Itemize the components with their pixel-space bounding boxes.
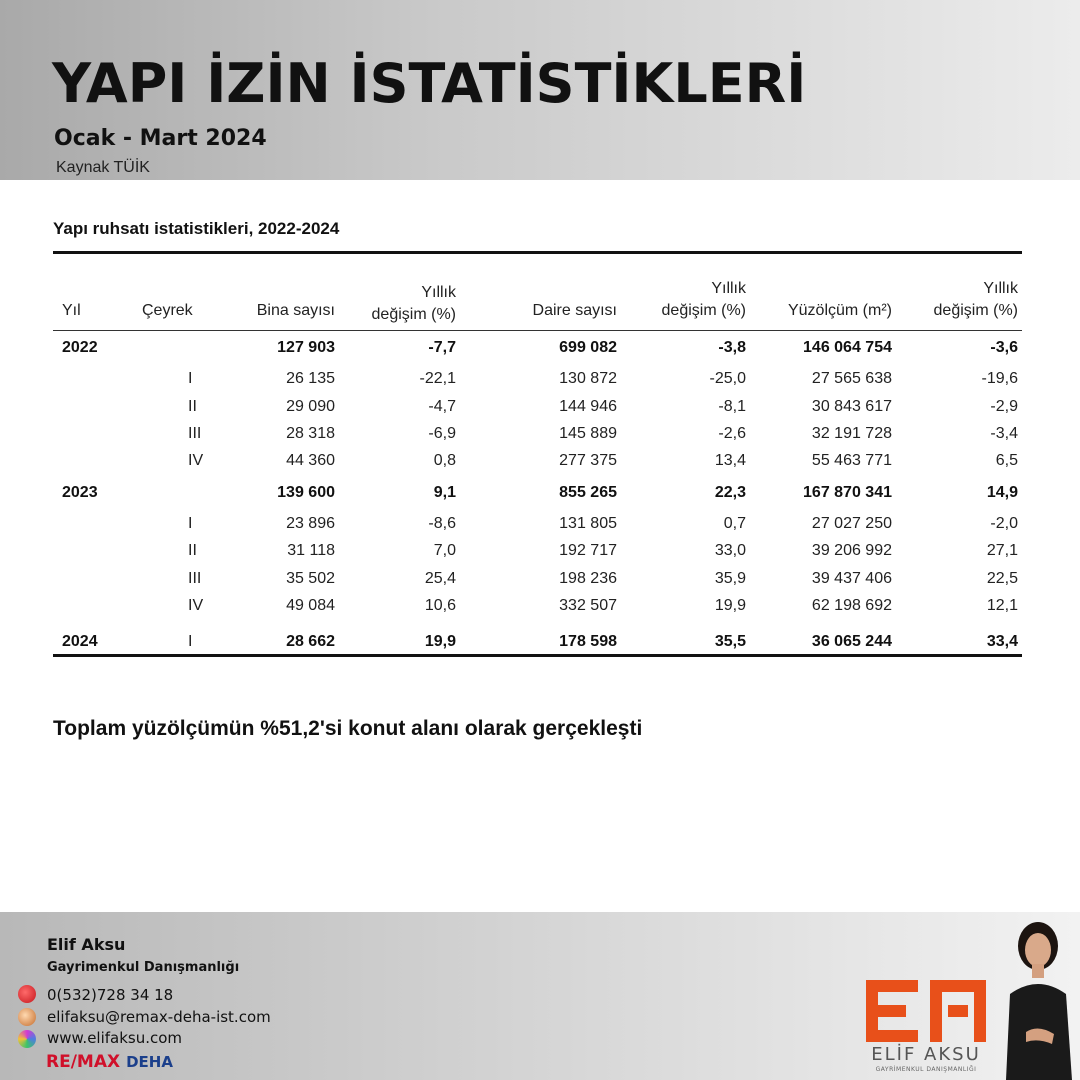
- cell-dwellings-change: -25,0: [709, 370, 746, 387]
- cell-dwellings-change: 22,3: [714, 484, 746, 501]
- agent-portrait: [996, 912, 1080, 1080]
- cell-area: 39 206 992: [811, 542, 892, 559]
- cell-quarter: I: [188, 633, 193, 650]
- phone-icon: [18, 985, 36, 1003]
- cell-buildings: 127 903: [277, 339, 335, 356]
- cell-area: 32 191 728: [811, 425, 892, 442]
- cell-buildings-change: -8,6: [428, 515, 456, 532]
- cell-dwellings: 198 236: [559, 570, 617, 587]
- cell-buildings: 23 896: [286, 515, 335, 532]
- cell-area-change: 22,5: [986, 570, 1018, 587]
- cell-area: 39 437 406: [811, 570, 892, 587]
- agent-name: Elif Aksu: [47, 935, 126, 954]
- cell-dwellings: 130 872: [559, 370, 617, 387]
- cell-area-change: -2,9: [990, 398, 1018, 415]
- cell-buildings: 139 600: [277, 484, 335, 501]
- cell-dwellings-change: 0,7: [723, 515, 746, 532]
- ea-logo-mark: [864, 978, 988, 1044]
- cell-dwellings-change: -3,8: [718, 339, 746, 356]
- table-bottom-rule: [53, 654, 1022, 657]
- cell-area: 146 064 754: [803, 339, 892, 356]
- cell-buildings: 26 135: [286, 370, 335, 387]
- cell-buildings-change: -7,7: [428, 339, 456, 356]
- cell-year: 2023: [62, 484, 98, 501]
- cell-area: 36 065 244: [811, 633, 892, 650]
- col-header-buildings: Bina sayısı: [256, 302, 335, 319]
- cell-area: 167 870 341: [803, 484, 892, 501]
- cell-year: 2022: [62, 339, 98, 356]
- cell-dwellings-change: 19,9: [714, 597, 746, 614]
- website-link[interactable]: www.elifaksu.com: [47, 1029, 183, 1047]
- cell-dwellings: 332 507: [559, 597, 617, 614]
- cell-buildings: 31 118: [287, 542, 335, 559]
- cell-dwellings: 144 946: [559, 398, 617, 415]
- cell-dwellings-change: -8,1: [718, 398, 746, 415]
- cell-buildings-change: 25,4: [424, 570, 456, 587]
- col-header-change-top: Yıllık: [983, 280, 1018, 297]
- cell-quarter: I: [188, 370, 193, 387]
- logo-subtitle: GAYRİMENKUL DANIŞMANLIĞI: [875, 1066, 977, 1073]
- cell-quarter: I: [188, 515, 193, 532]
- cell-area-change: -3,6: [990, 339, 1018, 356]
- col-header-area-change: [900, 278, 1018, 322]
- cell-buildings-change: -4,7: [428, 398, 456, 415]
- cell-area-change: 33,4: [986, 633, 1018, 650]
- cell-quarter: III: [188, 425, 202, 442]
- remax-wordmark: RE/MAX: [46, 1052, 121, 1072]
- table-header-rule: [53, 330, 1022, 331]
- cell-buildings-change: -22,1: [419, 370, 456, 387]
- cell-buildings: 28 662: [286, 633, 335, 650]
- headline: Toplam yüzölçümün %51,2'si konut alanı olarak gerçekleşti: [53, 717, 643, 740]
- col-header-change-bottom: değişim (%): [933, 302, 1018, 319]
- email-icon: [18, 1008, 36, 1026]
- globe-icon: [18, 1030, 36, 1048]
- logo-name: ELİF AKSU: [871, 1044, 981, 1065]
- cell-dwellings: 192 717: [559, 542, 617, 559]
- cell-dwellings-change: -2,6: [718, 425, 746, 442]
- cell-area-change: -19,6: [981, 370, 1018, 387]
- cell-buildings: 35 502: [286, 570, 335, 587]
- phone-number[interactable]: 0(532)728 34 18: [47, 986, 174, 1004]
- cell-area-change: 6,5: [995, 452, 1018, 469]
- cell-area-change: 14,9: [986, 484, 1018, 501]
- cell-buildings-change: -6,9: [428, 425, 456, 442]
- col-header-year: Yıl: [62, 302, 81, 319]
- cell-area: 55 463 771: [811, 452, 892, 469]
- cell-dwellings-change: 33,0: [714, 542, 746, 559]
- cell-dwellings-change: 35,9: [714, 570, 746, 587]
- cell-area-change: 27,1: [986, 542, 1018, 559]
- source-label: Kaynak TÜİK: [56, 159, 150, 176]
- cell-buildings: 44 360: [286, 452, 335, 469]
- agent-role: Gayrimenkul Danışmanlığı: [47, 960, 240, 975]
- cell-quarter: II: [188, 398, 197, 415]
- cell-dwellings-change: 35,5: [714, 633, 746, 650]
- remax-office: DEHA: [126, 1053, 173, 1071]
- col-header-change-top: Yıllık: [711, 280, 746, 297]
- cell-dwellings: 277 375: [559, 452, 617, 469]
- cell-dwellings-change: 13,4: [714, 452, 746, 469]
- cell-area: 30 843 617: [811, 398, 892, 415]
- cell-area: 27 565 638: [811, 370, 892, 387]
- table-title: Yapı ruhsatı istatistikleri, 2022-2024: [53, 219, 340, 238]
- cell-year: 2024: [62, 633, 98, 650]
- cell-dwellings: 131 805: [559, 515, 617, 532]
- col-header-change-top: Yıllık: [421, 284, 456, 301]
- period-label: Ocak - Mart 2024: [54, 126, 267, 151]
- cell-dwellings: 699 082: [559, 339, 617, 356]
- col-header-area: Yüzölçüm (m²): [787, 302, 892, 319]
- cell-area-change: 12,1: [986, 597, 1018, 614]
- email-address[interactable]: elifaksu@remax-deha-ist.com: [47, 1008, 271, 1026]
- col-header-dwellings-change: [625, 278, 746, 322]
- cell-buildings-change: 10,6: [424, 597, 456, 614]
- col-header-quarter: Çeyrek: [142, 302, 193, 319]
- cell-quarter: IV: [188, 597, 204, 614]
- col-header-dwellings: Daire sayısı: [532, 302, 617, 319]
- cell-buildings: 29 090: [286, 398, 335, 415]
- cell-dwellings: 855 265: [559, 484, 617, 501]
- cell-buildings: 28 318: [286, 425, 335, 442]
- cell-buildings-change: 9,1: [433, 484, 456, 501]
- cell-area-change: -3,4: [990, 425, 1018, 442]
- col-header-change-bottom: değişim (%): [661, 302, 746, 319]
- cell-buildings-change: 19,9: [424, 633, 456, 650]
- cell-quarter: IV: [188, 452, 204, 469]
- cell-quarter: II: [188, 542, 197, 559]
- col-header-buildings-change: [335, 282, 456, 326]
- cell-dwellings: 145 889: [559, 425, 617, 442]
- cell-buildings: 49 084: [286, 597, 335, 614]
- cell-dwellings: 178 598: [559, 633, 617, 650]
- cell-area: 62 198 692: [811, 597, 892, 614]
- remax-logo: [46, 1052, 173, 1072]
- cell-buildings-change: 0,8: [433, 452, 456, 469]
- cell-quarter: III: [188, 570, 202, 587]
- cell-area-change: -2,0: [990, 515, 1018, 532]
- table-top-rule: [53, 251, 1022, 254]
- cell-buildings-change: 7,0: [433, 542, 456, 559]
- col-header-change-bottom: değişim (%): [371, 306, 456, 323]
- page-title: YAPI İZİN İSTATİSTİKLERİ: [52, 52, 807, 115]
- cell-area: 27 027 250: [811, 515, 892, 532]
